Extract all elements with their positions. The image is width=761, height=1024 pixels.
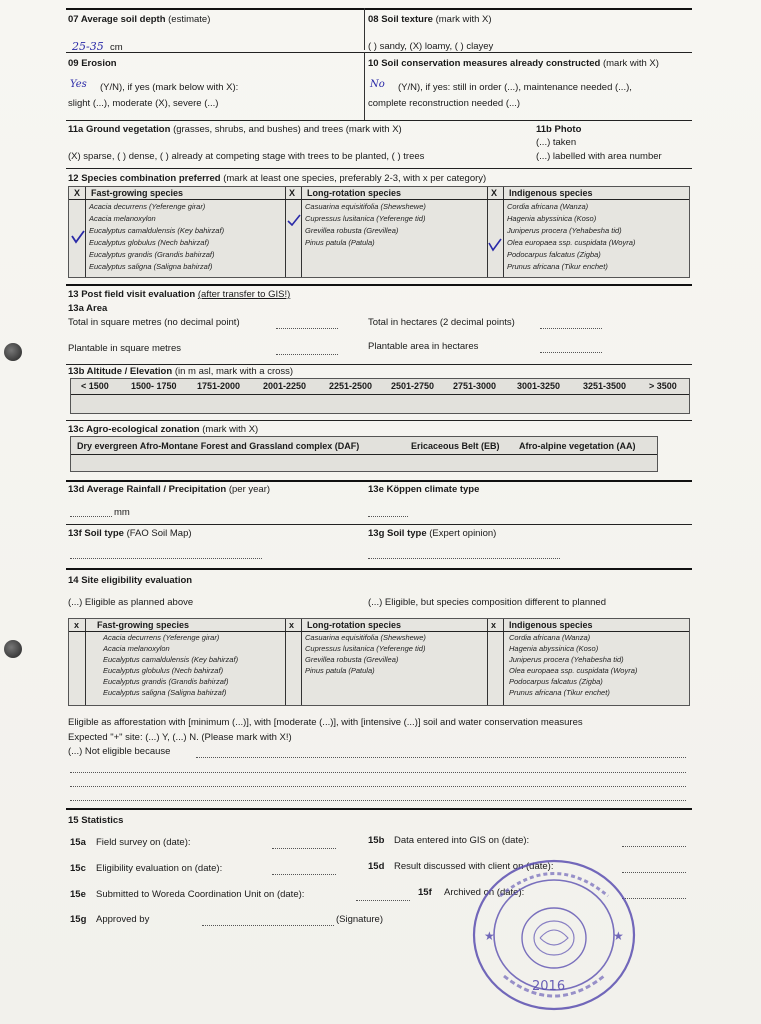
s13-label: 13 Post field visit evaluation — [68, 289, 196, 300]
s11a-label-mid: (grasses, shrubs, and bushes) and trees — [173, 124, 344, 135]
s15d-num: 15d — [368, 861, 385, 872]
checkmark-icon — [71, 230, 85, 244]
s13f-label: 13f Soil type — [68, 528, 124, 539]
s12-species-cell: Casuarina equisitifolia (Shewshewe) — [305, 202, 426, 211]
s14-col2-header: Long-rotation species — [307, 620, 402, 630]
s15-label: 15 Statistics — [68, 815, 124, 826]
s12-x-header: X — [289, 188, 296, 198]
s14-species-cell: Podocarpus falcatus (Zigba) — [509, 677, 603, 686]
s15d-text: Result discussed with client on (date): — [394, 861, 554, 872]
s15c-num: 15c — [70, 863, 86, 874]
altitude-range: 3001-3250 — [517, 381, 561, 391]
s09-label: 09 Erosion — [68, 58, 117, 69]
s14-opt1: (...) Eligible as planned above — [68, 597, 194, 608]
zone-option: Dry evergreen Afro-Montane Forest and Grassland complex (DAF) — [77, 441, 360, 451]
s08-label-suffix: (mark with X) — [435, 14, 492, 25]
s14-not-eligible: (...) Not eligible because — [68, 746, 171, 757]
s13a-total-sqm: Total in square metres (no decimal point) — [68, 317, 240, 328]
s10-label-suffix: (mark with X) — [602, 58, 659, 69]
altitude-range: < 1500 — [81, 381, 109, 391]
s12-col3-header: Indigenous species — [509, 188, 593, 198]
s14-opt2: (...) Eligible, but species composition different to planned — [368, 597, 606, 608]
s09-line2: slight (...), moderate (X), severe (...) — [68, 98, 219, 109]
s08-label: 08 Soil texture — [368, 14, 433, 25]
s15c-text: Eligibility evaluation on (date): — [96, 863, 223, 874]
s12-species-cell: Prunus africana (Tikur enchet) — [507, 262, 608, 271]
punch-hole — [4, 640, 22, 658]
s13c-label: 13c Agro-ecological zonation — [68, 424, 200, 435]
altitude-range: 2501-2750 — [391, 381, 435, 391]
s15f-text: Archived on (date): — [444, 887, 525, 898]
s07-label-suffix: (estimate) — [168, 14, 211, 25]
s12-species-cell: Cupressus lusitanica (Yeferenge tid) — [305, 214, 426, 223]
s08-options: ( ) sandy, (X) loamy, ( ) clayey — [368, 41, 494, 52]
s12-species-cell: Eucalyptus saligna (Saligna bahirzaf) — [89, 262, 213, 271]
s14-species-cell: Pinus patula (Patula) — [305, 666, 375, 675]
s11b-label: 11b Photo — [536, 124, 582, 135]
altitude-range: 1751-2000 — [197, 381, 241, 391]
s12-species-table — [68, 186, 690, 278]
s07-label: 07 Average soil depth — [68, 14, 166, 25]
s14-species-cell: Olea europaea ssp. cuspidata (Woyra) — [509, 666, 638, 675]
s13a-total-ha: Total in hectares (2 decimal points) — [368, 317, 515, 328]
altitude-range: 2251-2500 — [329, 381, 373, 391]
s11b-opt2: (...) labelled with area number — [536, 151, 662, 162]
s12-species-cell: Acacia decurrens (Yeferenge girar) — [89, 202, 206, 211]
s12-species-cell: Cordia africana (Wanza) — [507, 202, 589, 211]
s15e-num: 15e — [70, 889, 86, 900]
s15a-num: 15a — [70, 837, 86, 848]
s14-species-cell: Acacia decurrens (Yeferenge girar) — [103, 633, 220, 642]
s09-yn-value: Yes — [70, 79, 87, 90]
s14-species-cell: Prunus africana (Tikur enchet) — [509, 688, 610, 697]
s15g-text: Approved by — [96, 914, 150, 925]
s14-label: 14 Site eligibility evaluation — [68, 575, 193, 586]
s11a-options: (X) sparse, ( ) dense, ( ) already at competing stage with trees to be planted, ( ) trees — [68, 151, 425, 162]
s13c-zone-table — [70, 436, 658, 472]
altitude-range: > 3500 — [649, 381, 677, 391]
svg-text:★: ★ — [613, 929, 624, 943]
s12-species-cell: Podocarpus falcatus (Zigba) — [507, 250, 601, 259]
s13g-label: 13g Soil type — [368, 528, 427, 539]
s14-species-cell: Casuarina equisitifolia (Shewshewe) — [305, 633, 426, 642]
s11b-opt1: (...) taken — [536, 137, 577, 148]
altitude-range: 3251-3500 — [583, 381, 627, 391]
s12-x-header: X — [491, 188, 498, 198]
s15b-text: Data entered into GIS on (date): — [394, 835, 530, 846]
s13d-label-suffix: (per year) — [228, 484, 271, 495]
s14-species-cell: Eucalyptus globulus (Nech bahirzaf) — [103, 666, 224, 675]
s12-species-cell: Juniperus procera (Yehabesha tid) — [507, 226, 622, 235]
punch-hole — [4, 343, 22, 361]
s12-col1-header: Fast-growing species — [91, 188, 184, 198]
s13b-label-suffix: (in m asl, mark with a cross) — [174, 366, 294, 377]
s12-col2-header: Long-rotation species — [307, 188, 402, 198]
s10-line2: complete reconstruction needed (...) — [368, 98, 521, 109]
s14-species-table — [68, 618, 690, 706]
official-seal-stamp — [470, 856, 638, 1014]
s13b-label: 13b Altitude / Elevation — [68, 366, 173, 377]
s14-x-header: x — [289, 620, 295, 630]
s15b-num: 15b — [368, 835, 385, 846]
s14-col1-header: Fast-growing species — [97, 620, 190, 630]
s12-label: 12 Species combination preferred — [68, 173, 221, 184]
s13a-plantable-sqm: Plantable in square metres — [68, 343, 182, 354]
s12-species-cell: Eucalyptus globulus (Nech bahirzaf) — [89, 238, 210, 247]
s14-expected: Expected "+" site: (...) Y, (...) N. (Please mark with X!) — [68, 732, 292, 743]
s14-species-cell: Eucalyptus grandis (Grandis bahirzaf) — [103, 677, 229, 686]
altitude-range: 1500- 1750 — [131, 381, 177, 391]
s14-x-header: x — [74, 620, 80, 630]
s10-line1: (Y/N), if yes: still in order (...), maintenance needed (...), — [398, 82, 632, 93]
s15g-num: 15g — [70, 914, 87, 925]
s15f-num: 15f — [418, 887, 432, 898]
s15-signature: (Signature) — [336, 914, 383, 925]
s14-species-cell: Eucalyptus saligna (Saligna bahirzaf) — [103, 688, 227, 697]
svg-text:★: ★ — [484, 929, 495, 943]
s15e-text: Submitted to Woreda Coordination Unit on (date): — [96, 889, 305, 900]
zone-option: Afro-alpine vegetation (AA) — [519, 441, 636, 451]
s10-yn-value: No — [370, 79, 385, 90]
s13d-unit: mm — [114, 507, 130, 518]
s14-afforestation: Eligible as afforestation with [minimum (...)], with [moderate (...)], with [intensive (...)] soil and water conservation measures — [68, 717, 583, 728]
checkmark-icon — [488, 238, 502, 252]
s11a-label: 11a Ground vegetation — [68, 124, 171, 135]
s14-species-cell: Cordia africana (Wanza) — [509, 633, 591, 642]
s14-x-header: x — [491, 620, 497, 630]
s12-x-header: X — [74, 188, 81, 198]
s14-species-cell: Grevillea robusta (Grevillea) — [305, 655, 399, 664]
s07-value: 25-35 — [72, 40, 104, 53]
s10-label: 10 Soil conservation measures already constructed — [368, 58, 601, 69]
checkmark-icon — [287, 214, 301, 226]
s14-col3-header: Indigenous species — [509, 620, 593, 630]
s12-species-cell: Pinus patula (Patula) — [305, 238, 375, 247]
s12-species-cell: Acacia melanoxylon — [89, 214, 156, 223]
s12-species-cell: Eucalyptus grandis (Grandis bahirzaf) — [89, 250, 215, 259]
s14-species-cell: Acacia melanoxylon — [103, 644, 170, 653]
s14-species-cell: Juniperus procera (Yehabesha tid) — [509, 655, 624, 664]
s13a-plantable-ha: Plantable area in hectares — [368, 341, 479, 352]
s14-species-cell: Hagenia abyssinica (Koso) — [509, 644, 599, 653]
s14-species-cell: Cupressus lusitanica (Yeferenge tid) — [305, 644, 426, 653]
s13e-label: 13e Köppen climate type — [368, 484, 480, 495]
altitude-range: 2751-3000 — [453, 381, 497, 391]
s07-unit: cm — [110, 42, 123, 53]
s13b-altitude-table — [70, 378, 690, 414]
s09-line1: (Y/N), if yes (mark below with X): — [100, 82, 239, 93]
s13c-label-suffix: (mark with X) — [202, 424, 259, 435]
s12-species-cell: Hagenia abyssinica (Koso) — [507, 214, 597, 223]
altitude-range: 2001-2250 — [263, 381, 307, 391]
s12-species-cell: Eucalyptus camaldulensis (Key bahirzaf) — [89, 226, 225, 235]
s11a-label-suffix: (mark with X) — [345, 124, 402, 135]
s13a-label: 13a Area — [68, 303, 108, 314]
s13d-label: 13d Average Rainfall / Precipitation — [68, 484, 227, 495]
s13-label-link: (after transfer to GIS!) — [197, 289, 291, 300]
s13f-label-suffix: (FAO Soil Map) — [126, 528, 192, 539]
s12-species-cell: Olea europaea ssp. cuspidata (Woyra) — [507, 238, 636, 247]
zone-option: Ericaceous Belt (EB) — [411, 441, 500, 451]
s12-species-cell: Grevillea robusta (Grevillea) — [305, 226, 399, 235]
s13g-label-suffix: (Expert opinion) — [429, 528, 497, 539]
s15a-text: Field survey on (date): — [96, 837, 191, 848]
stamp-year: 2016 — [532, 979, 566, 994]
s12-label-suffix: (mark at least one species, preferably 2-3, with x per category) — [223, 173, 487, 184]
s14-species-cell: Eucalyptus camaldulensis (Key bahirzaf) — [103, 655, 239, 664]
